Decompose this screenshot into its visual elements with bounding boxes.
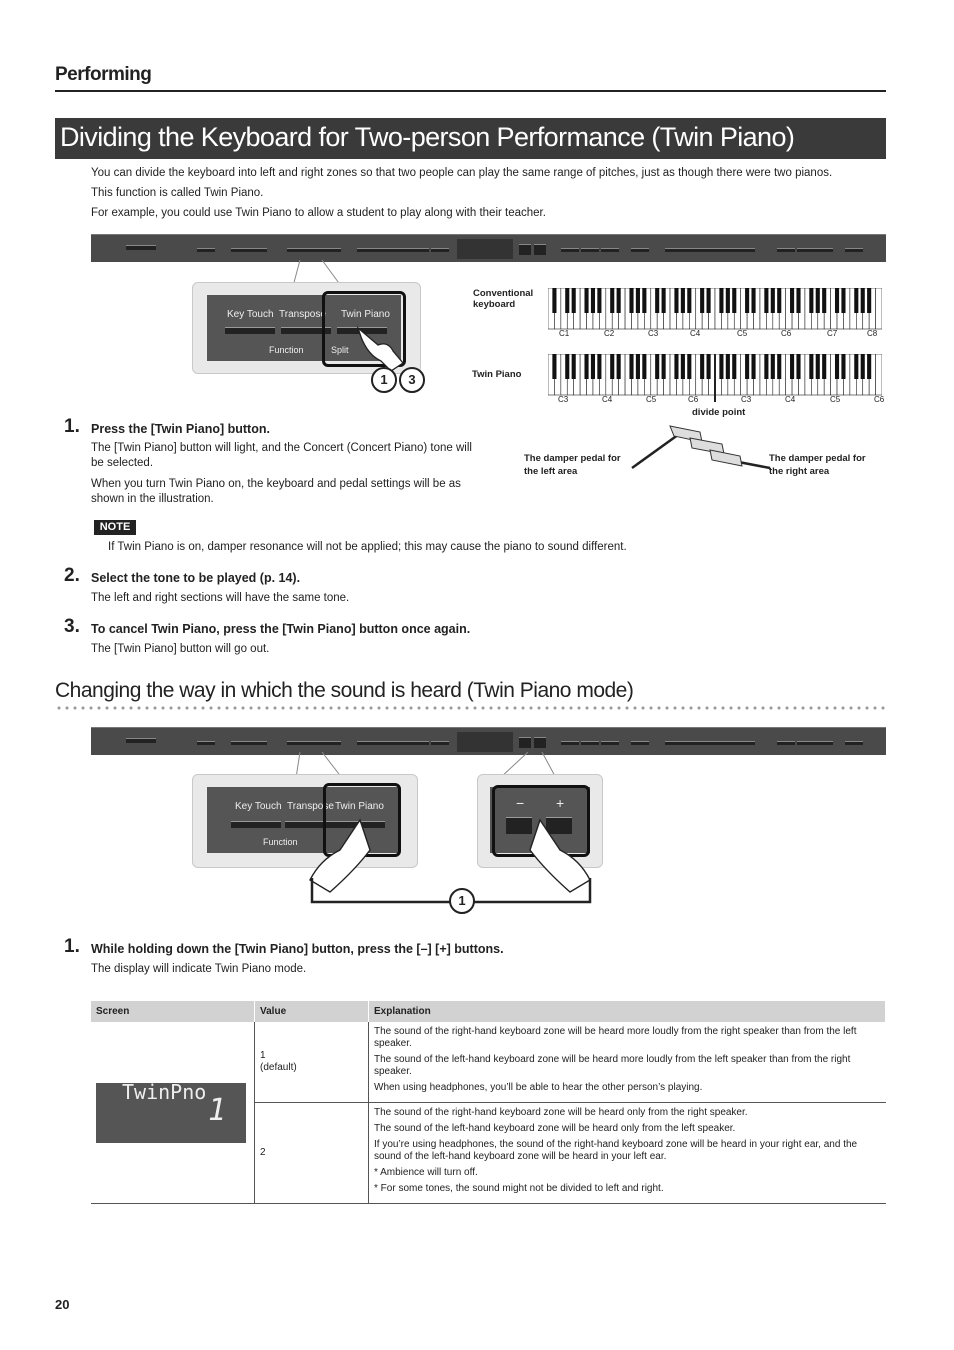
black-key [681,354,685,379]
black-key [610,354,614,379]
note-label: C6 [688,395,699,404]
section2-title: Changing the way in which the sound is heard (Twin Piano mode) [55,679,634,702]
transpose-label: Transpose [279,309,326,320]
black-key [816,288,820,313]
divide-point-label: divide point [692,407,746,418]
black-key [636,354,640,379]
note-text: If Twin Piano is on, damper resonance will not be applied; this may cause the piano to sound different. [108,541,627,553]
note-label: C6 [874,395,885,404]
black-key [777,354,781,379]
black-key [617,354,621,379]
control-panel-strip [91,234,886,262]
black-key [854,288,858,313]
table-header: Value [255,1001,369,1022]
black-key [655,288,659,313]
black-key [642,354,646,379]
black-key [707,288,711,313]
black-key [719,354,723,379]
conventional-keyboard-image [548,288,882,330]
black-key [822,288,826,313]
page-number: 20 [55,1297,70,1312]
step-text: The [Twin Piano] button will go out. [91,643,270,655]
function-label: Function [269,345,304,355]
key-touch-label: Key Touch [235,801,282,812]
step-heading: To cancel Twin Piano, press the [Twin Piano] button once again. [91,622,471,636]
pedals-image [630,420,780,472]
callout-3: 3 [399,367,425,393]
black-key [700,354,704,379]
black-key [662,288,666,313]
black-key [751,288,755,313]
conventional-keyboard-label: Conventional keyboard [473,288,534,310]
black-key [841,354,845,379]
black-key [674,354,678,379]
step-number: 3. [64,616,80,637]
black-key [771,288,775,313]
black-key [687,354,691,379]
value-text: 2 [260,1147,266,1158]
black-key [591,354,595,379]
black-key [726,354,730,379]
white-key [876,354,882,395]
step-heading: Select the tone to be played (p. 14). [91,571,301,585]
note-label: C8 [867,329,878,338]
black-key [732,288,736,313]
explanation-text: The sound of the right-hand keyboard zone will be heard only from the right speaker. [374,1107,748,1118]
note-label: C4 [602,395,613,404]
black-key [861,354,865,379]
plus-label: + [556,795,565,811]
step-number: 1. [64,936,80,957]
lcd-display [96,1079,246,1143]
black-key [796,288,800,313]
step-text: The [Twin Piano] button will light, and the Concert (Concert Piano) tone will be selected. [91,442,472,469]
black-key [816,354,820,379]
explanation-text: The sound of the left-hand keyboard zone will be heard only from the left speaker. [374,1123,736,1134]
title-bar [55,118,886,159]
black-key [687,288,691,313]
callout-1-b: 1 [449,888,475,914]
note-label: C5 [646,395,657,404]
transpose-label: Transpose [287,801,334,812]
black-key [584,354,588,379]
black-key [809,354,813,379]
white-key [876,288,882,329]
black-key [764,354,768,379]
section-heading: Performing [55,64,152,85]
explanation-text: * For some tones, the sound might not be divided to left and right. [374,1183,664,1194]
lcd-line-1: TwinPno [122,1079,207,1104]
step-number: 2. [64,565,80,586]
black-key [841,288,845,313]
black-key [629,354,633,379]
twin-piano-label: Twin Piano [335,801,384,812]
zoom-panel-twin-piano [192,282,421,374]
table-header: Explanation [369,1001,886,1022]
table-header: Screen [91,1001,255,1022]
key-touch-label: Key Touch [227,309,274,320]
step-text: When you turn Twin Piano on, the keyboard and pedal settings will be as shown in the illustration. [91,478,461,505]
black-key [796,354,800,379]
black-key [572,288,576,313]
note-label: C5 [830,395,841,404]
black-key [629,288,633,313]
intro-line-1: You can divide the keyboard into left and right zones so that two people can play the same range of pitches, just as though there were two pianos. [91,167,833,179]
step-heading: While holding down the [Twin Piano] button, press the [–] [+] buttons. [91,942,504,956]
black-key [674,288,678,313]
callout-1: 1 [371,367,397,393]
note-label: C7 [827,329,838,338]
note-label: C3 [648,329,659,338]
intro-line-3: For example, you could use Twin Piano to allow a student to play along with their teacher. [91,207,546,219]
black-key [636,288,640,313]
note-label: C2 [604,329,615,338]
explanation-text: When using headphones, you’ll be able to hear the other person’s playing. [374,1082,703,1093]
black-key [597,288,601,313]
note-label: C3 [558,395,569,404]
black-key [809,288,813,313]
black-key [572,354,576,379]
step-text: The display will indicate Twin Piano mode. [91,963,307,975]
dotted-rule [55,706,886,710]
black-key [790,288,794,313]
function-label: Function [263,837,298,847]
black-key [732,354,736,379]
split-label: Split [331,345,349,355]
step-number: 1. [64,416,80,437]
twin-note-labels [548,395,888,407]
black-key [662,354,666,379]
step-text: The left and right sections will have the same tone. [91,592,350,604]
note-label: C3 [741,395,752,404]
page-title: Dividing the Keyboard for Two-person Performance (Twin Piano) [60,122,795,152]
key-touch-button[interactable] [225,327,275,334]
black-key [642,288,646,313]
black-key [565,288,569,313]
black-key [867,288,871,313]
black-key [822,354,826,379]
black-key [745,288,749,313]
lcd-line-2: 1 [208,1092,227,1128]
black-key [681,288,685,313]
note-label: C1 [559,329,570,338]
black-key [835,288,839,313]
black-key [777,288,781,313]
black-key [700,288,704,313]
black-key [835,354,839,379]
black-key [861,288,865,313]
table-row [91,1022,886,1103]
divide-point-marker [714,354,716,402]
note-badge: NOTE [94,520,136,535]
black-key [745,354,749,379]
twin-piano-label: Twin Piano [341,309,390,320]
damper-left-label: The damper pedal for the left area [524,453,621,477]
key-touch-button[interactable] [231,821,281,828]
black-key [719,288,723,313]
explanation-cell [369,1022,886,1103]
black-key [751,354,755,379]
twin-piano-keyboard-label: Twin Piano [472,369,522,380]
value-cell [255,1103,369,1204]
damper-right-label: The damper pedal for the right area [769,453,866,477]
black-key [764,288,768,313]
twin-piano-mode-table [91,1001,886,1204]
black-key [707,354,711,379]
black-key [655,354,659,379]
explanation-cell [369,1103,886,1204]
conventional-note-labels [548,329,882,341]
note-label: C5 [737,329,748,338]
black-key [610,288,614,313]
black-key [854,354,858,379]
value-note: (default) [260,1062,297,1073]
black-key [597,354,601,379]
black-key [617,288,621,313]
value-text: 1 [260,1050,266,1061]
explanation-text: The sound of the right-hand keyboard zone will be heard more loudly from the right speaker than from the left speaker. [374,1026,857,1049]
black-key [790,354,794,379]
section-rule [55,90,886,92]
note-label: C4 [690,329,701,338]
screen-cell [91,1022,255,1204]
note-label: C6 [781,329,792,338]
black-key [552,288,556,313]
explanation-text: * Ambience will turn off. [374,1167,478,1178]
value-cell [255,1022,369,1103]
black-key [565,354,569,379]
black-key [867,354,871,379]
step-heading: Press the [Twin Piano] button. [91,422,270,436]
note-label: C4 [785,395,796,404]
black-key [552,354,556,379]
intro-line-2: This function is called Twin Piano. [91,187,264,199]
minus-label: − [516,795,525,811]
hand-pointer-icon [353,323,413,373]
black-key [771,354,775,379]
explanation-text: If you’re using headphones, the sound of the right-hand keyboard zone will be heard in your right ear, and the sound of the left-hand keyboard zone will be heard in your left ear. [374,1139,858,1162]
black-key [726,288,730,313]
black-key [584,288,588,313]
black-key [591,288,595,313]
explanation-text: The sound of the left-hand keyboard zone will be heard more loudly from the left speaker than from the right speaker. [374,1054,851,1077]
